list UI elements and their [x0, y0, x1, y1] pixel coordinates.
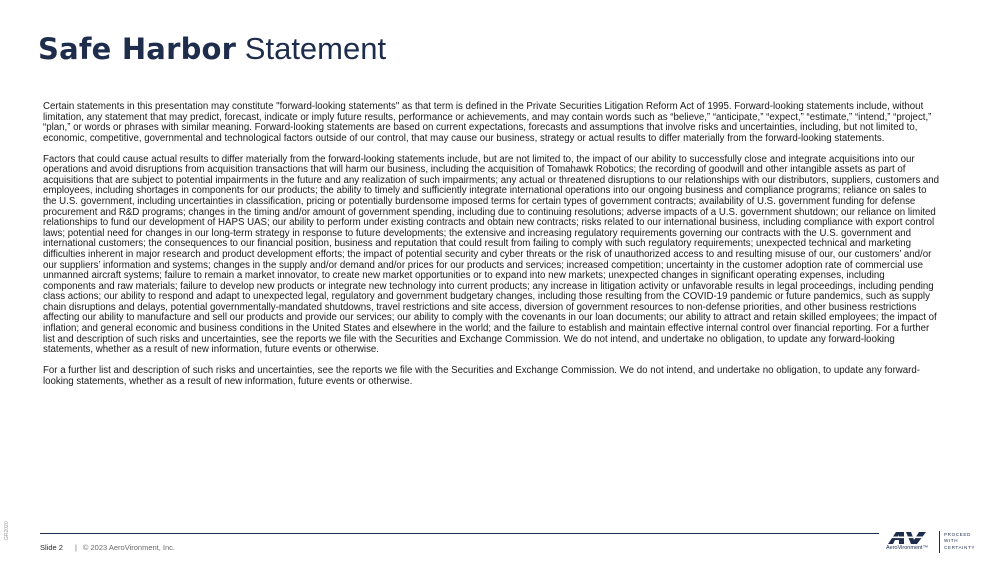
av-logo-icon: [886, 531, 938, 545]
tagline-line-1: PROCEED: [944, 532, 971, 537]
page-title: [38, 30, 386, 68]
logo-tagline: [944, 532, 975, 551]
side-code: GR2020: [4, 521, 10, 540]
safe-harbor-body: [43, 102, 940, 397]
title-light: Statement: [236, 31, 387, 66]
slide-number: Slide 2: [40, 543, 63, 552]
tagline-line-2: WITH: [944, 538, 959, 544]
paragraph-2: Factors that could cause actual results to differ materially from the forward-looking statements include, but are not limited to, the impact of our ability to successfully close and integrate acquisitions into our operations and avoid disruptions from acquisition transactions that will harm our business, including the acquisition of Tomahawk Robotics; the recording of goodwill and other intangible assets as part of acquisitions that are subject to potential impairments in the future and any realization of such impairments; any actual or threatened disruptions to our relationships with our distributors, suppliers, customers and employees, including shortages in components for our products; the ability to timely and sufficiently integrate international operations into our ongoing business and compliance programs; reliance on sales to the U.S. government, including uncertainties in classification, pricing or potentially burdensome imposed terms for certain types of government contracts; availability of U.S. government funding for defense procurement and R&D programs; changes in the timing and/or amount of government spending, including due to continuing resolutions; adverse impacts of a U.S. government shutdown; our reliance on limited relationships to fund our development of HAPS UAS; our ability to perform under existing contracts and obtain new contracts; risks related to our international business, including compliance with export control laws; potential need for changes in our long-term strategy in response to future developments; the extensive and increasing regulatory requirements governing our contracts with the U.S. government and international customers; the consequences to our financial position, business and reputation that could result from failing to comply with such regulatory requirements; unexpected technical and marketing difficulties inherent in major research and product development efforts; the impact of potential security and cyber threats or the risk of unauthorized access to and resulting misuse of our, our customers’ and/or our suppliers’ information and systems; changes in the supply and/or demand and/or prices for our products and services; increased competition; uncertainty in the customer adoption rate of commercial use unmanned aircraft systems; failure to remain a market innovator, to create new market opportunities or to expand into new markets; unexpected changes in significant operating expenses, including components and raw materials; failure to develop new products or integrate new technology into current products; any increase in litigation activity or unfavorable results in legal proceedings, including pending class actions; our ability to respond and adapt to unexpected legal, regulatory and government budgetary changes, including those resulting from the COVID-19 pandemic or future pandemics, such as supply chain disruptions and delays, potential governmentally-mandated shutdowns, travel restrictions and site access, diversion of government resources to non-defense priorities, and other business restrictions affecting our ability to manufacture and sell our products and provide our services; our ability to comply with the covenants in our loan documents; our ability to attract and retain skilled employees; the impact of inflation; and general economic and business conditions in the United States and elsewhere in the world; and the failure to establish and maintain effective internal control over financial reporting. For a further list and description of such risks and uncertainties, see the reports we file with the Securities and Exchange Commission. We do not intend, and undertake no obligation, to update any forward-looking statements, whether as a result of new information, future events or otherwise.: [43, 153, 940, 356]
logo-wordmark: AeroVironment™: [886, 545, 929, 551]
footer: [40, 543, 175, 552]
title-bold: Safe Harbor: [38, 32, 237, 66]
footer-separator: |: [74, 543, 77, 552]
footer-divider: [40, 533, 879, 534]
logo-divider: [939, 531, 940, 553]
paragraph-3: For a further list and description of such risks and uncertainties, see the reports we file with the Securities and Exchange Commission. We do not intend, and undertake no obligation, to update any forward-looking statements, whether as a result of new information, future events or otherwise.: [43, 365, 921, 387]
copyright: © 2023 AeroVironment, Inc.: [82, 543, 175, 552]
tagline-line-3: CERTAINTY: [944, 544, 976, 550]
paragraph-1: Certain statements in this presentation may constitute "forward-looking statements" as that term is defined in the Private Securities Litigation Reform Act of 1995. Forward-looking statements include, without limitation, any statement that may predict, forecast, indicate or imply future results, performance or achievements, and may contain words such as “believe,” “anticipate,” “expect,” “estimate,” “intend,” “project,” “plan,” or words or phrases with similar meaning. Forward-looking statements are based on current expectations, forecasts and assumptions that involve risks and uncertainties, including, but not limited to, economic, competitive, governmental and technological factors outside of our control, that may cause our business, strategy or actual results to differ materially from the forward-looking statements.: [43, 101, 932, 144]
